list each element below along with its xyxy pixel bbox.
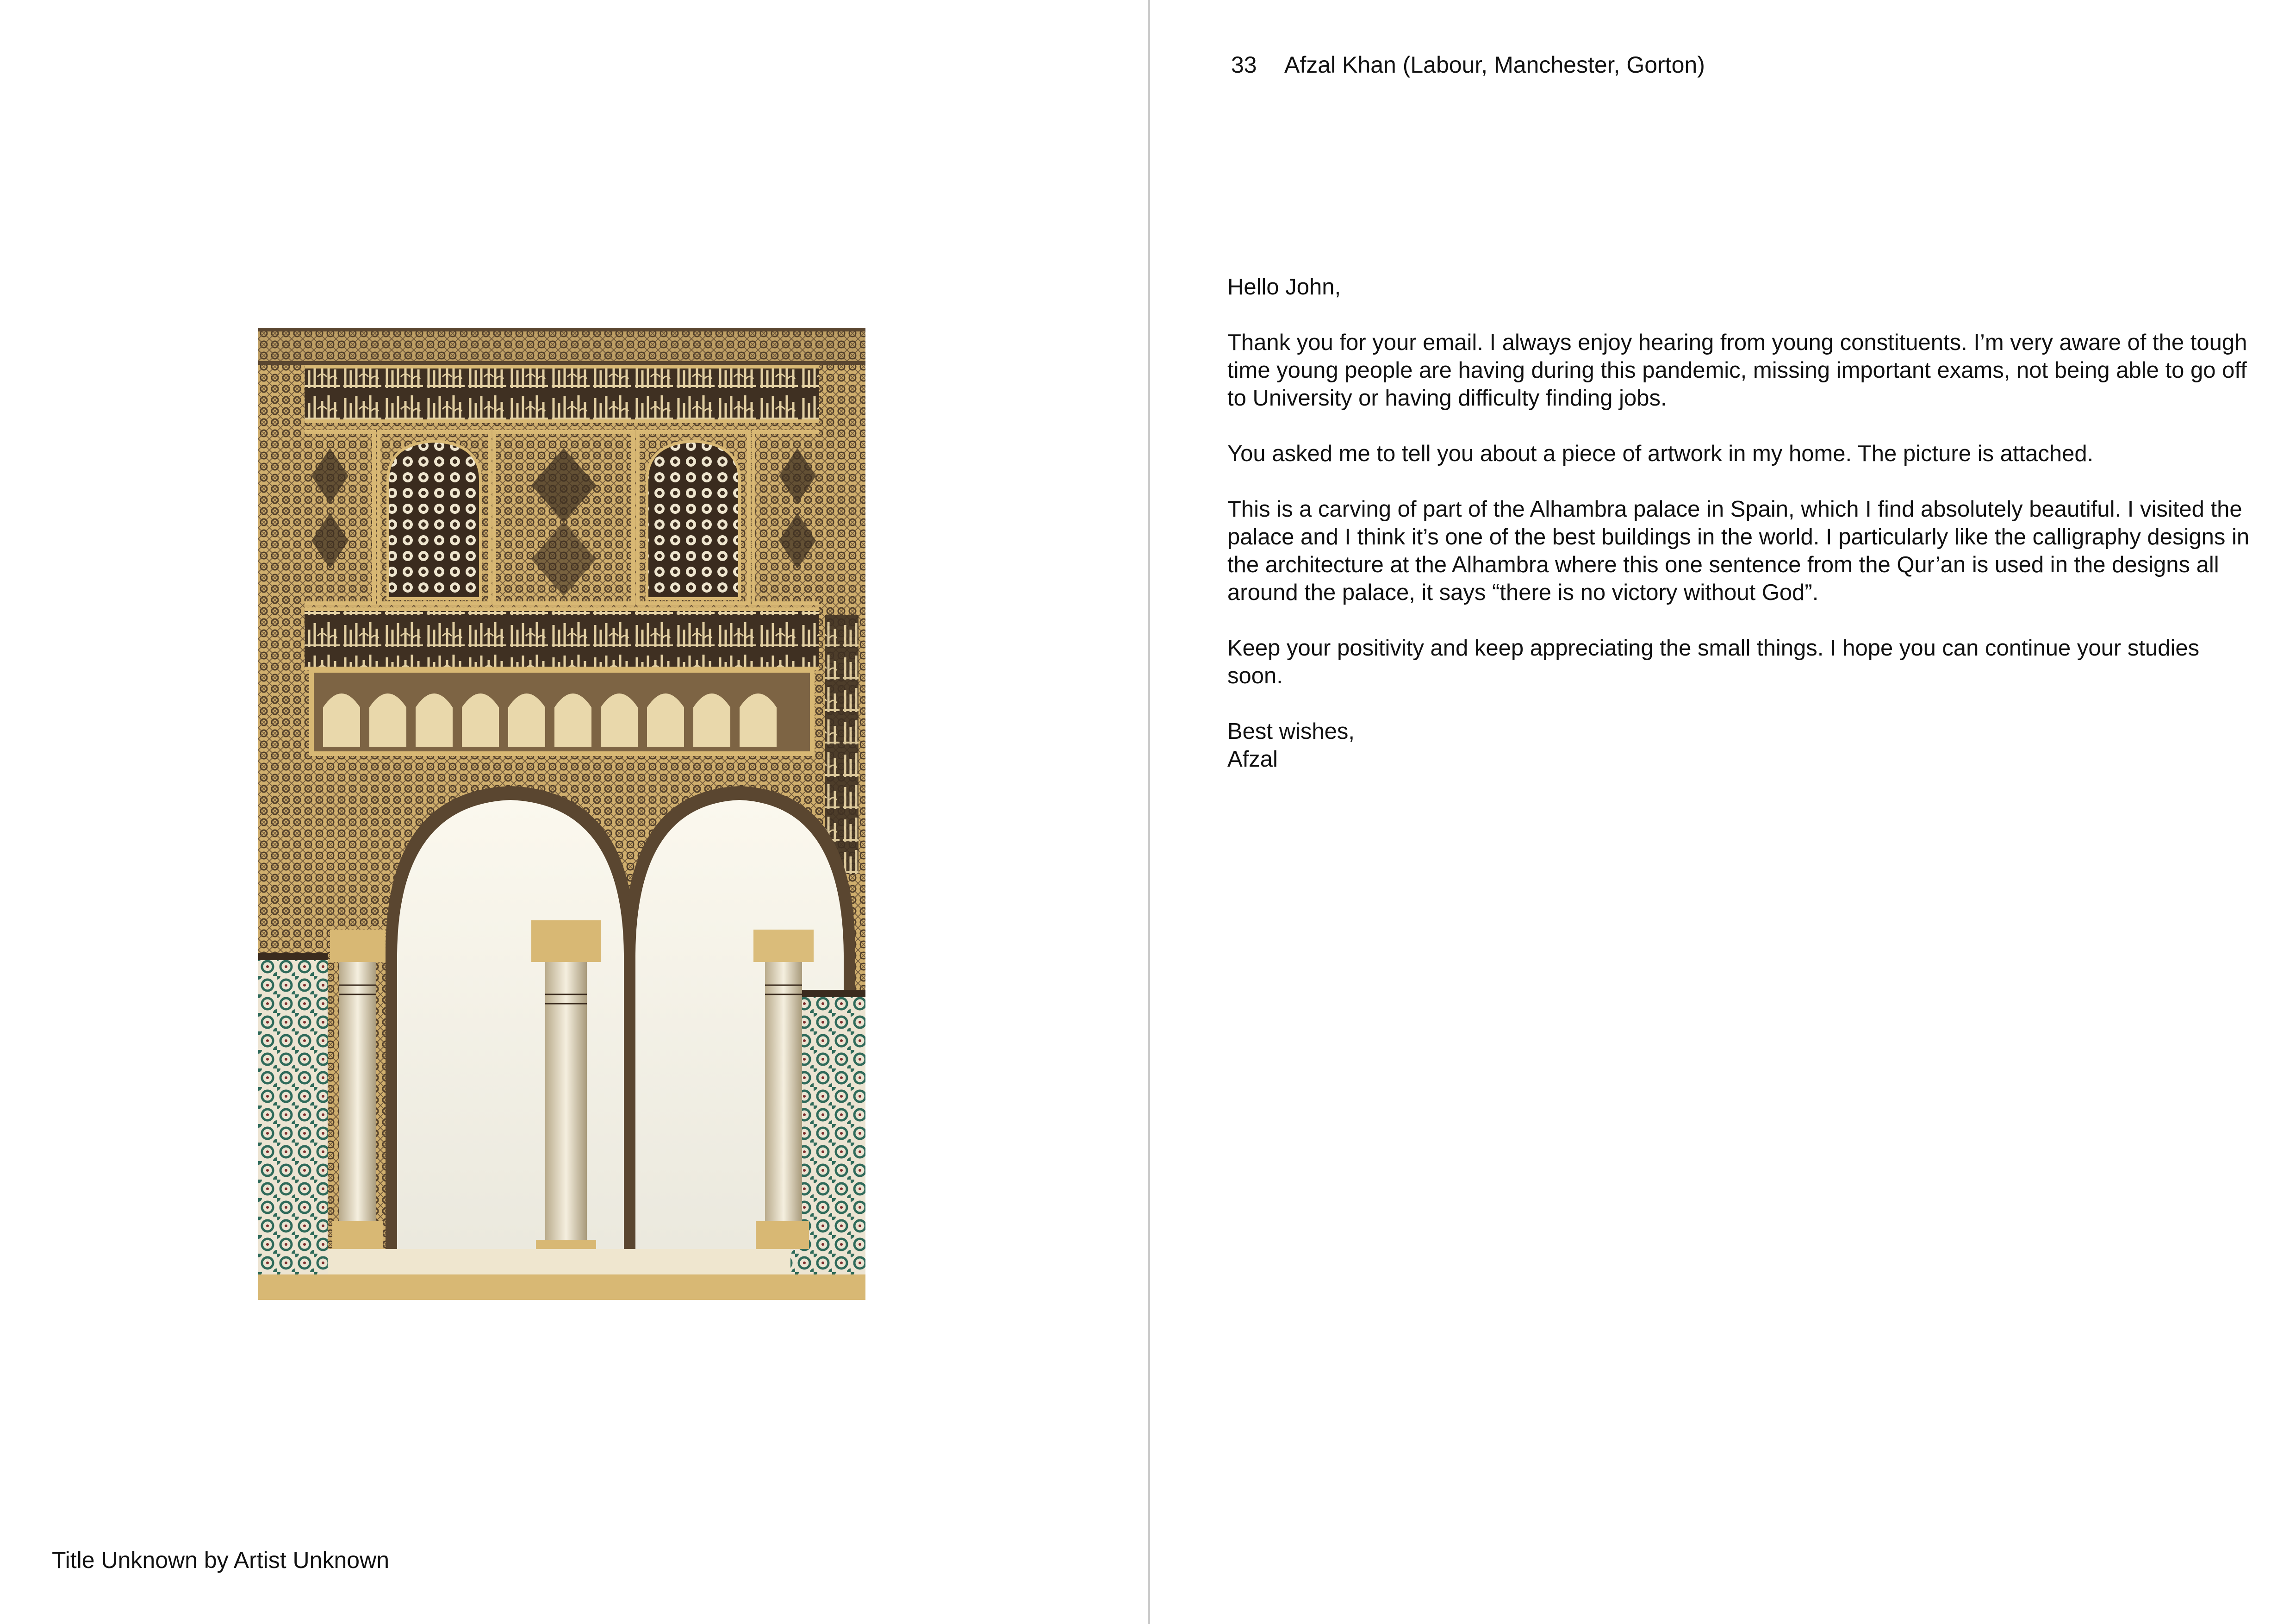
- letter-paragraph-1: Thank you for your email. I always enjoy hearing from young constituents. I’m very aware of the tough time young people are having during this pandemic, missing important exams, not being able to go off to University or having difficulty finding jobs.: [1227, 330, 2247, 411]
- letter-closing: Best wishes,: [1227, 719, 1355, 744]
- letter-paragraph-2: You asked me to tell you about a piece of artwork in my home. The picture is attached.: [1227, 441, 2094, 466]
- letter-paragraph-4: Keep your positivity and keep appreciating the small things. I hope you can continue your studies soon.: [1227, 636, 2200, 688]
- letter-body: [1227, 273, 2257, 773]
- alhambra-carving-image: [258, 328, 865, 1300]
- artwork-caption: Title Unknown by Artist Unknown: [52, 1547, 390, 1573]
- page-number: 33: [1231, 52, 1257, 78]
- running-head: [1231, 51, 1705, 79]
- letter-salutation: Hello John,: [1227, 275, 1341, 300]
- letter-paragraph-3: This is a carving of part of the Alhambra palace in Spain, which I find absolutely beautiful. I visited the palace and I think it’s one of the best buildings in the world. I particularly like the calligraphy designs in the architecture at the Alhambra where this one sentence from the Qur’an is used in the designs all around the palace, it says “there is no victory without God”.: [1227, 497, 2250, 605]
- letter-signature: Afzal: [1227, 747, 1278, 772]
- author-heading: Afzal Khan (Labour, Manchester, Gorton): [1284, 52, 1705, 78]
- page-gutter: [1148, 0, 1150, 1624]
